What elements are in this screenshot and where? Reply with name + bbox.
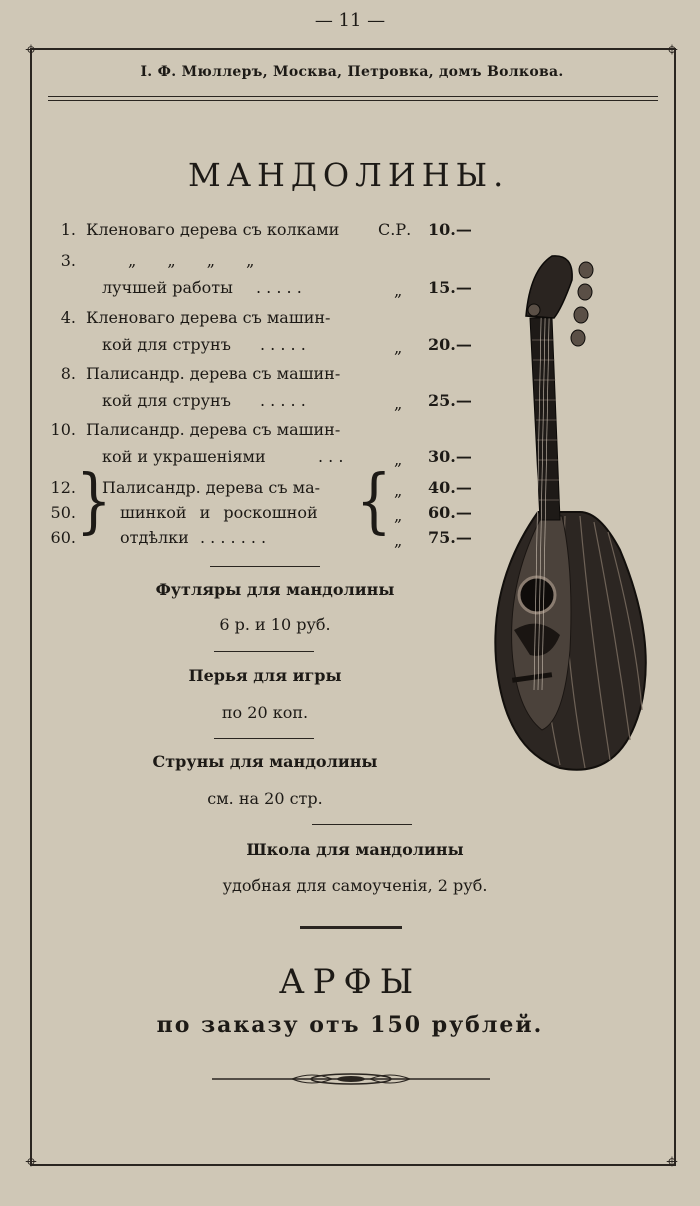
item-number: 4. xyxy=(60,308,76,327)
item-description: кой для струнъ xyxy=(102,335,231,354)
item-number: 1. xyxy=(60,220,76,239)
item-description: Кленоваго дерева съ колками xyxy=(86,220,340,239)
leader-dots: . . . . . xyxy=(256,278,302,297)
price-unit: С.Р. xyxy=(378,220,412,239)
page-number: — 11 — xyxy=(314,10,386,31)
section-title-mandolins: МАНДОЛИНЫ. xyxy=(188,156,510,194)
item-description: лучшей работы xyxy=(102,278,233,297)
picks-title: Перья для игры xyxy=(188,666,342,685)
cases-title: Футляры для мандолины xyxy=(155,580,395,599)
divider xyxy=(214,738,314,739)
item-price: 60.— xyxy=(428,503,472,522)
leader-dots: . . . . . . . xyxy=(200,528,267,547)
price-unit: „ xyxy=(394,531,403,550)
price-unit: „ xyxy=(394,450,403,469)
mandolin-illustration xyxy=(490,250,660,780)
school-title: Школа для мандолины xyxy=(246,840,464,859)
header-rule xyxy=(48,96,658,101)
strings-title: Струны для мандолины xyxy=(152,752,378,771)
leader-dots: . . . xyxy=(318,447,344,466)
divider xyxy=(312,824,412,825)
section-title-harps: АРФЫ xyxy=(278,962,422,1002)
item-description: „ „ „ „ xyxy=(128,251,255,270)
price-unit: „ xyxy=(394,394,403,413)
item-description: Палисандр. дерева съ ма- xyxy=(102,478,321,497)
item-description: кой для струнъ xyxy=(102,391,231,410)
item-description: Палисандр. дерева съ машин- xyxy=(86,420,341,439)
item-description: кой и украшеніями xyxy=(102,447,266,466)
item-price: 15.— xyxy=(428,278,472,297)
item-number: 50. xyxy=(50,503,76,522)
item-number: 8. xyxy=(60,364,76,383)
left-brace-icon: } xyxy=(76,460,112,542)
divider xyxy=(210,566,320,567)
leader-dots: . . . . . xyxy=(260,391,306,410)
item-description: Кленоваго дерева съ машин- xyxy=(86,308,331,327)
price-unit: „ xyxy=(394,506,403,525)
item-description: отдѣлки xyxy=(120,528,189,547)
leader-dots: . . . . . xyxy=(260,335,306,354)
picks-price: по 20 коп. xyxy=(221,703,309,722)
harps-price: по заказу отъ 150 рублей. xyxy=(156,1012,544,1038)
item-price: 40.— xyxy=(428,478,472,497)
item-price: 25.— xyxy=(428,391,472,410)
school-price: удобная для самоученія, 2 руб. xyxy=(222,876,488,895)
decorative-ornament-icon xyxy=(212,1070,490,1088)
corner-ornament-icon: ⌖ xyxy=(666,1149,678,1173)
publisher-header: I. Ф. Мюллеръ, Москва, Петровка, домъ Волкова. xyxy=(140,64,564,80)
cases-price: 6 р. и 10 руб. xyxy=(219,615,331,634)
item-price: 30.— xyxy=(428,447,472,466)
price-unit: „ xyxy=(394,481,403,500)
section-divider xyxy=(300,926,402,929)
item-description: шинкой и роскошной xyxy=(120,503,318,522)
corner-ornament-icon: ⌖ xyxy=(666,37,678,61)
divider xyxy=(214,651,314,652)
corner-ornament-icon: ⌖ xyxy=(25,37,37,61)
item-price: 75.— xyxy=(428,528,472,547)
corner-ornament-icon: ⌖ xyxy=(25,1149,37,1173)
price-unit: „ xyxy=(394,281,403,300)
item-number: 3. xyxy=(60,251,76,270)
price-unit: „ xyxy=(394,338,403,357)
item-number: 60. xyxy=(50,528,76,547)
item-price: 10.— xyxy=(428,220,472,239)
right-brace-icon: { xyxy=(356,460,392,542)
item-number: 10. xyxy=(50,420,76,439)
item-price: 20.— xyxy=(428,335,472,354)
item-description: Палисандр. дерева съ машин- xyxy=(86,364,341,383)
item-number: 12. xyxy=(50,478,76,497)
strings-reference: см. на 20 стр. xyxy=(207,789,323,808)
